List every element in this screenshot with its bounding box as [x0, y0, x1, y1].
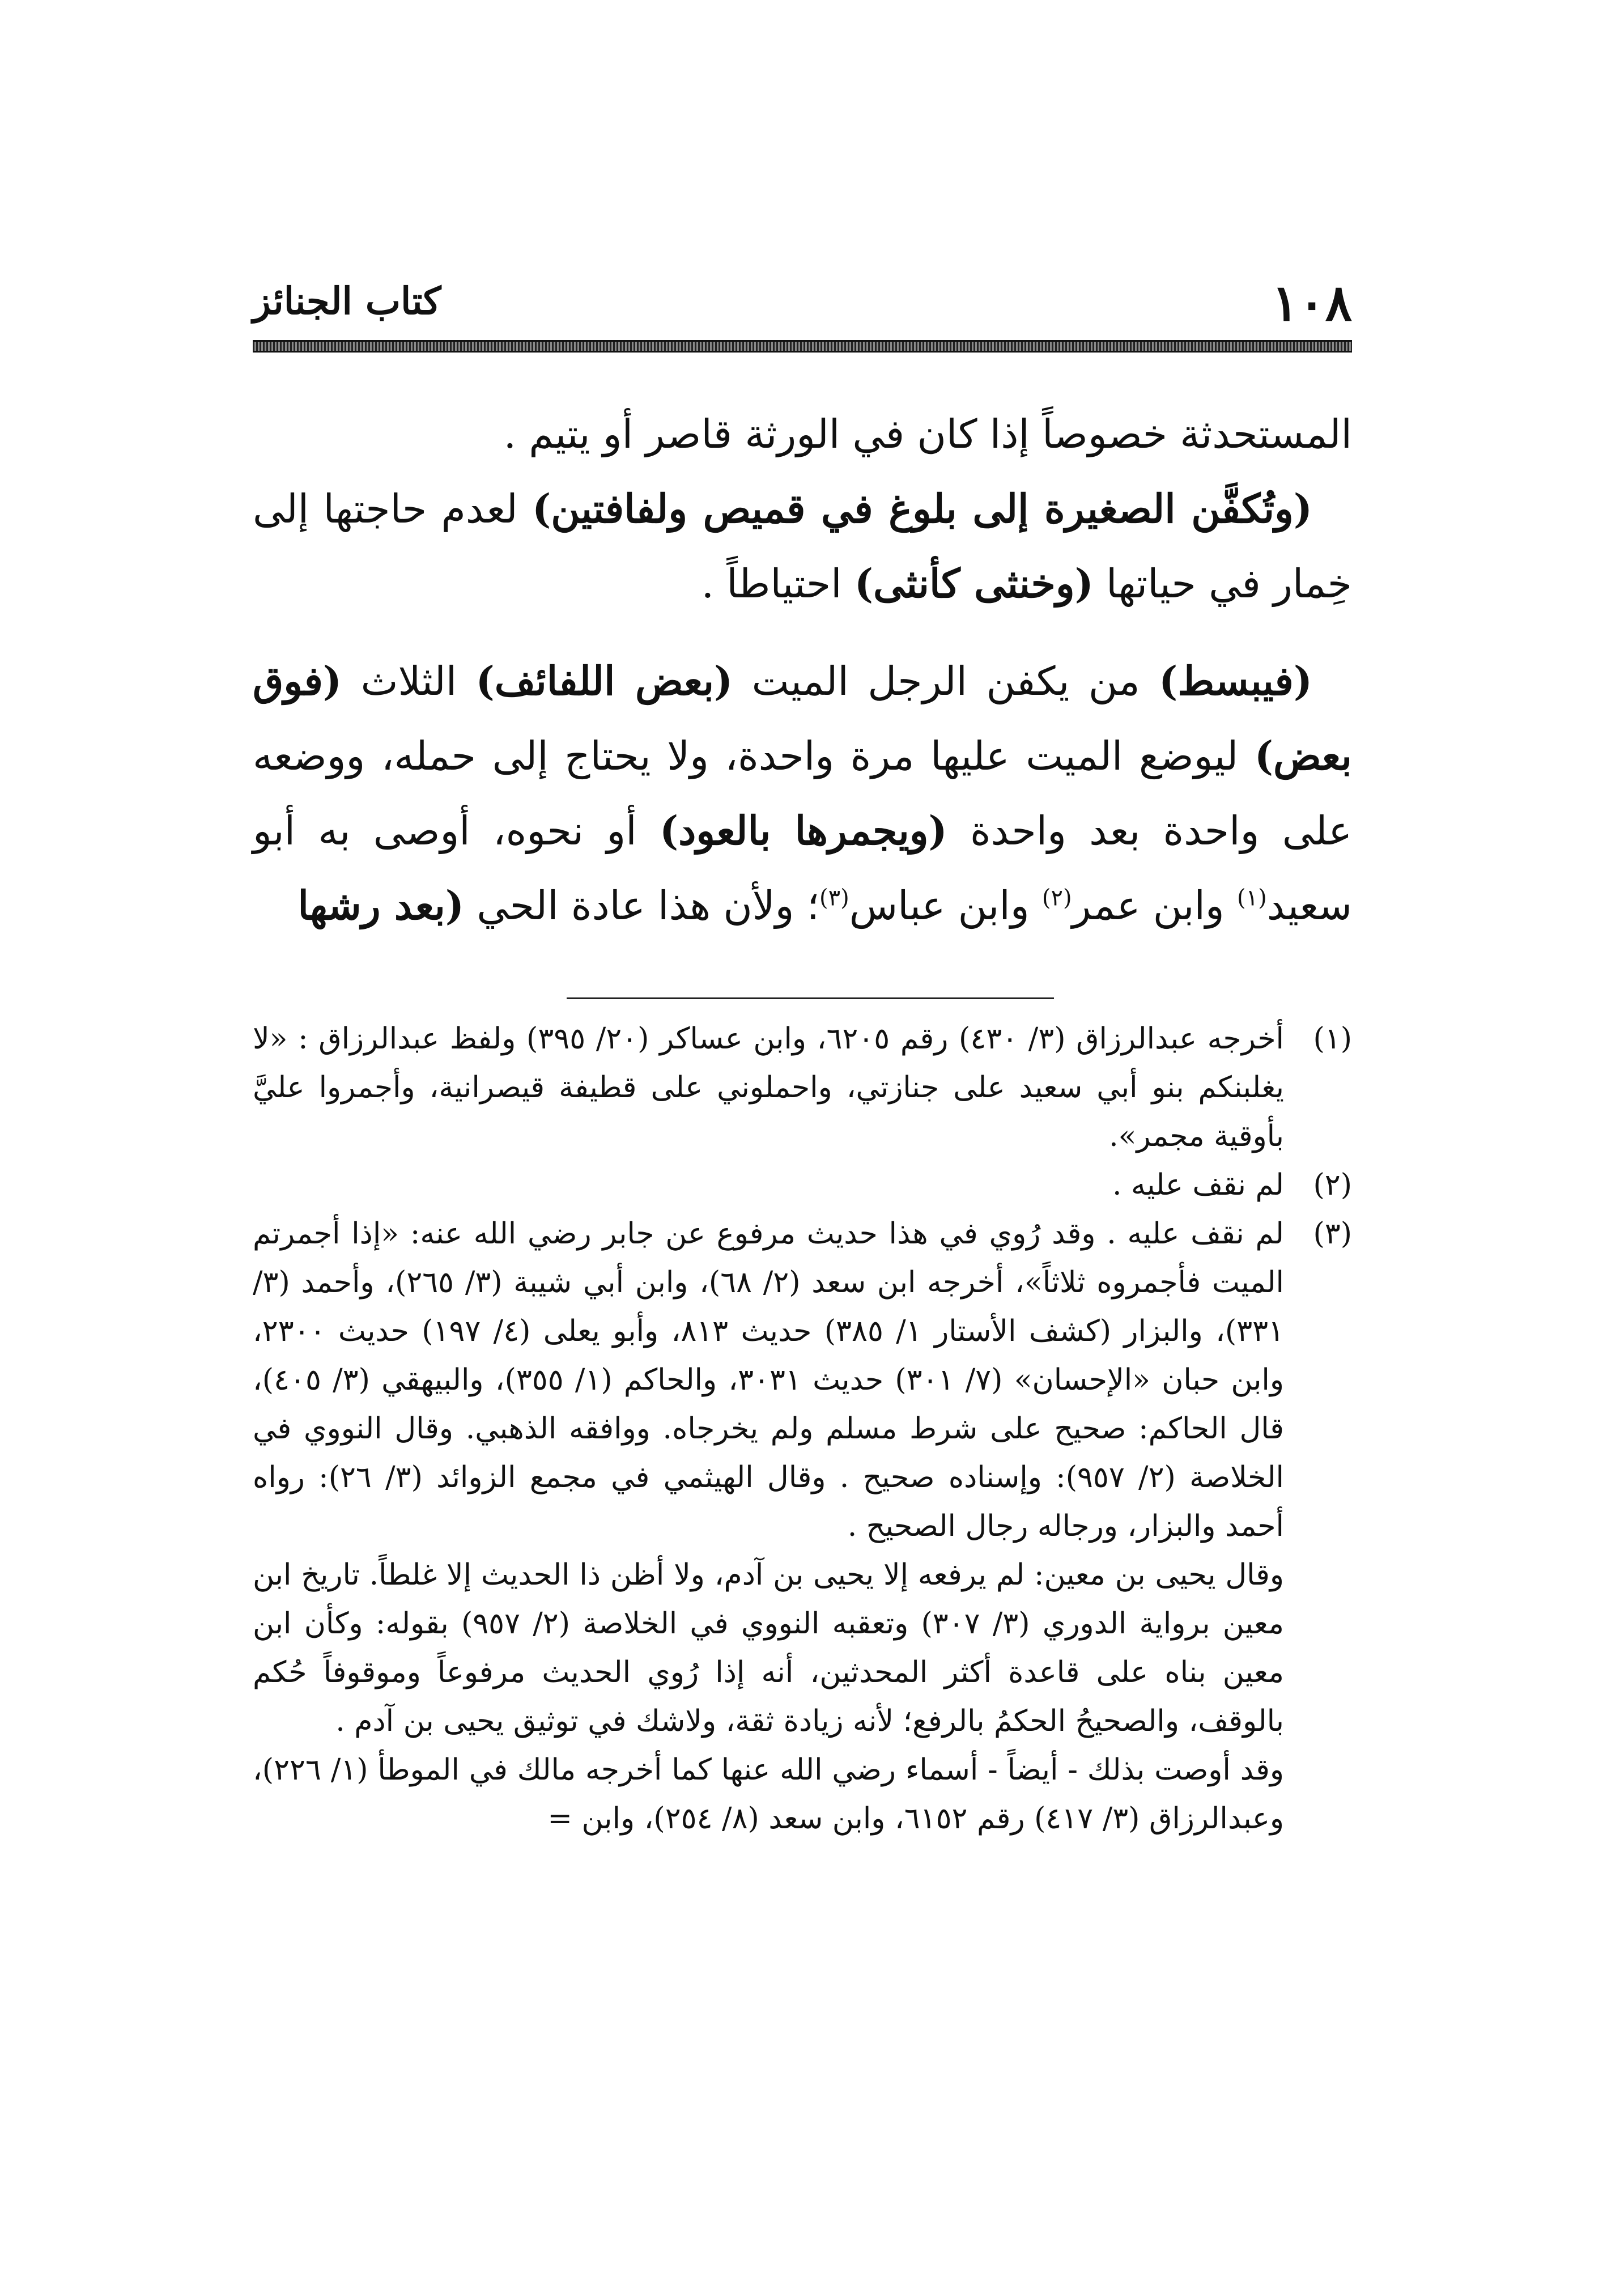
footnote-text: لم نقف عليه . [1112, 1168, 1284, 1202]
footnote-text: وقد أوصت بذلك - أيضاً - أسماء رضي الله عنها كما أخرجه مالك في الموطأ (١/ ٢٢٦)، وعبدالرزاق (٣/ ٤١٧) رقم ٦١٥٢، وابن سعد (٨/ ٢٥٤)، وابن = [253, 1753, 1284, 1836]
footnote-number: (١) [1313, 1022, 1352, 1056]
footnote-ref[interactable]: (٣) [819, 885, 849, 911]
footnote-item [253, 1209, 1352, 1843]
text-run: من يكفن الرجل الميت [733, 658, 1159, 704]
bold-text: (فيبسط) [1159, 657, 1312, 704]
bold-text: (وخنثى كأنثى) [854, 560, 1094, 607]
bold-text: (بعد رشها [297, 882, 464, 929]
bold-text: (فوق بعض) [253, 657, 1352, 779]
header-rule [253, 340, 1352, 353]
footnote-ref[interactable]: (١) [1237, 885, 1267, 911]
footnote-text: أخرجه عبدالرزاق (٣/ ٤٣٠) رقم ٦٢٠٥، وابن عساكر (٢٠/ ٣٩٥) ولفظ عبدالرزاق : «لا يغلبنكم بنو أبي سعيد على جنازتي، واحملوني على قطيفة قيصرانية، وأجمروا عليَّ بأوقية مجمر». [253, 1022, 1284, 1153]
text-run: أو نحوه، أوصى به أبو سعيد [253, 808, 1352, 929]
bold-text: (بعض اللفائف) [475, 657, 733, 704]
paragraph [253, 397, 1352, 472]
text-run: المستحدثة خصوصاً إذا كان في الورثة قاصر أو يتيم . [503, 411, 1352, 457]
footnote-item [253, 1014, 1352, 1161]
text-run: وابن عمر [1072, 882, 1237, 929]
running-title: كتاب الجنائز [253, 279, 441, 323]
footnote-text: وقال يحيى بن معين: لم يرفعه إلا يحيى بن آدم، ولا أظن ذا الحديث إلا غلطاً. تاريخ ابن معين برواية الدوري (٣/ ٣٠٧) وتعقبه النووي في الخلاصة (٢/ ٩٥٧) بقوله: وكأن ابن معين بناه على قاعدة أكثر المحدثين، أنه إذا رُوي الحديث مرفوعاً وموقوفاً حُكم بالوقف، والصحيحُ الحكمُ بالرفع؛ لأنه زيادة ثقة، ولاشك في توثيق يحيى بن آدم . [253, 1558, 1284, 1738]
bold-text: (ويجمرها بالعود) [659, 807, 947, 854]
page-number: ١٠٨ [1272, 273, 1352, 332]
text-run: وابن عباس [849, 882, 1042, 929]
footnote-number: (٢) [1313, 1168, 1352, 1202]
footnote-separator [567, 997, 1054, 999]
text-run: ؛ ولأن هذا عادة الحي [464, 882, 819, 929]
footnote-number: (٣) [1313, 1217, 1352, 1251]
footnote-text: لم نقف عليه . وقد رُوي في هذا حديث مرفوع عن جابر رضي الله عنه: «إذا أجمرتم الميت فأجمروه ثلاثاً»، أخرجه ابن سعد (٢/ ٦٨)، وابن أبي شيبة (٣/ ٢٦٥)، وأحمد (٣/ ٣٣١)، والبزار (كشف الأستار ١/ ٣٨٥) حديث ٨١٣، وأبو يعلى (٤/ ١٩٧) حديث ٢٣٠٠، وابن حبان «الإحسان» (٧/ ٣٠١) حديث ٣٠٣١، والحاكم (١/ ٣٥٥)، والبيهقي (٣/ ٤٠٥)، قال الحاكم: صحيح على شرط مسلم ولم يخرجاه. ووافقه الذهبي. وقال النووي في الخلاصة (٢/ ٩٥٧): وإسناده صحيح . وقال الهيثمي في مجمع الزوائد (٣/ ٢٦): رواه أحمد والبزار، ورجاله رجال الصحيح . [253, 1217, 1284, 1543]
bold-text: (وتُكفَّن الصغيرة إلى بلوغ في قميص ولفافتين) [532, 485, 1312, 532]
text-run: ليوضع الميت عليها مرة واحدة، ولا يحتاج إلى حمله، ووضعه على واحدة بعد واحدة [253, 733, 1352, 854]
footnotes [253, 1014, 1352, 1843]
footnote-item [253, 1161, 1352, 1209]
text-run: الثلاث [342, 658, 476, 704]
paragraph [253, 472, 1352, 621]
footnote-ref[interactable]: (٢) [1041, 885, 1072, 911]
running-header [253, 266, 1352, 351]
text-run: لعدم حاجتها إلى خِمار في حياتها [253, 486, 1352, 607]
paragraph [253, 644, 1352, 943]
text-run: احتياطاً . [701, 560, 854, 607]
main-text [253, 397, 1352, 943]
